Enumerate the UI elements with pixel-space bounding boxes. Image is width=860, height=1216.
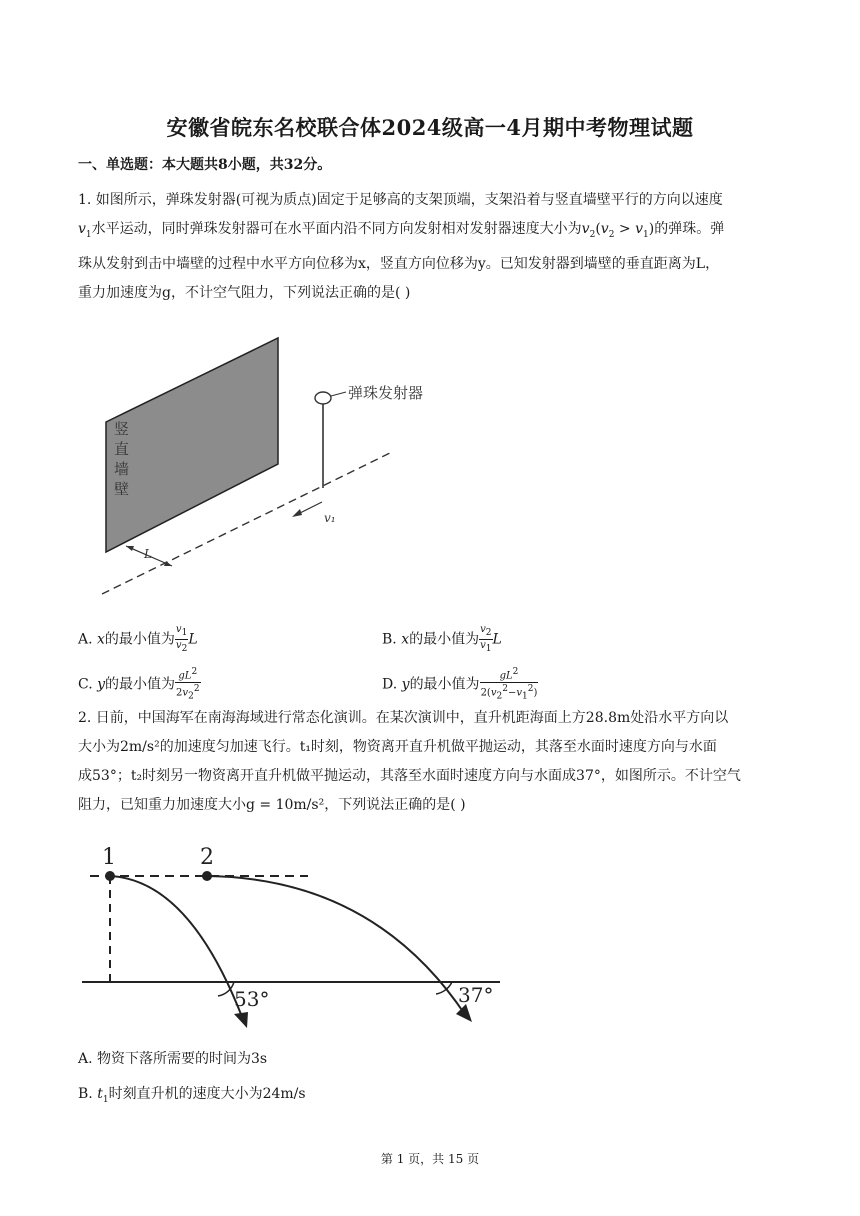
launcher-head [315,392,331,404]
section-heading: 一、单选题：本大题共8小题，共32分。 [78,157,332,173]
q2-stem [78,704,782,820]
q1-option-b[interactable]: B. x的最小值为 $\frac{v_2}{v_1}$ L [382,624,502,654]
q2-figure [78,838,508,1038]
angle2-label: 37° [458,983,494,1007]
launcher-label: 弹珠发射器 [348,384,424,402]
q2-line1: 2. 日前，中国海军在南海海域进行常态化演训。在某次演训中，直升机距海面上方28.8m处沿水平方向以 [78,710,729,726]
launcher-leader [331,392,346,396]
q1-line4: 重力加速度为g，不计空气阻力，下列说法正确的是( ) [78,284,411,301]
distance-label: L [144,547,152,561]
velocity-label: v₁ [324,511,336,525]
q2-line2: 大小为2m/s²的加速度匀加速飞行。t₁时刻，物资离开直升机做平抛运动，其落至水面时速度方向与水面 [78,739,717,755]
q2-option-b[interactable]: B. $t_1$时刻直升机的速度大小为24m/s [78,1086,306,1105]
trajectory-1 [110,876,244,1022]
q1-stem [78,186,782,308]
point1-label: 1 [102,845,116,870]
q1-figure [96,332,426,602]
point2-label: 2 [200,845,214,870]
page-title: 安徽省皖东名校联合体2024级高一4月期中考物理试题 [166,115,694,140]
angle1-label: 53° [234,987,270,1011]
page-footer: 第 1 页，共 15 页 [380,1152,480,1166]
q1-line1: 1. 如图所示，弹珠发射器(可视为质点)固定于足够高的支架顶端，支架沿着与竖直墙壁平行的方向以速度 [78,192,723,208]
q1-line3: 珠从发射到击中墙壁的过程中水平方向位移为x，竖直方向位移为y。已知发射器到墙壁的垂直距离为L， [78,255,720,272]
trajectory-1-arrow [234,1012,248,1028]
wall-shape [106,338,278,552]
q1-option-d[interactable]: D. y的最小值为 $\frac{gL^2}{2(v_2^2-v_1^2)}$ [382,667,538,702]
q1-line2: $v_1$水平运动，同时弹珠发射器可在水平面内沿不同方向发射相对发射器速度大小为$v_2(v_2 > v_1)$的弹珠。弹 [78,221,725,240]
wall-label: 竖直墙壁 [114,420,130,498]
q2-line4: 阻力，已知重力加速度大小g = 10m/s²，下列说法正确的是( ) [78,797,466,813]
q1-option-a[interactable]: A. x的最小值为 $\frac{v_1}{v_2}$ L [78,624,198,654]
q2-line3: 成53°；t₂时刻另一物资离开直升机做平抛运动，其落至水面时速度方向与水面成37°，如图所示。不计空气 [78,768,741,784]
q2-option-a[interactable]: A. 物资下落所需要的时间为3s [78,1051,268,1067]
q1-option-c[interactable]: C. y的最小值为 $\frac{gL^2}{2v_2^2}$ [78,667,200,702]
